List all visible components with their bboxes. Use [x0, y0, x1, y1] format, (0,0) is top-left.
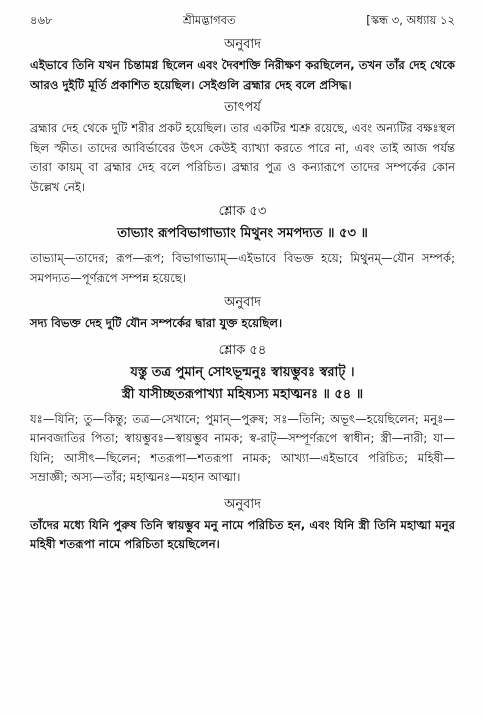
translation-text: এইভাবে তিনি যখন চিন্তামগ্ন ছিলেন এবং দৈবশক্তি নিরীক্ষণ করছিলেন, তখন তাঁর দেহ থেকে আরও দুইটি মূর্তি প্রকাশিত হয়েছিল। সেইগুলি ব্রহ্মার দেহ বলে প্রসিদ্ধ।: [30, 58, 455, 92]
chapter-reference: [স্কন্ধ ৩, অধ্যায় ১২: [366, 13, 455, 27]
translation-53-text: সদ্য বিভক্ত দেহ দুটি যৌন সম্পর্কের দ্বারা যুক্ত হয়েছিল।: [30, 316, 283, 330]
verse-53-text: তাভ্যাং রূপবিভাগাভ্যাং মিথুনং সমপদ্যত ॥ ৫৩ ॥: [117, 226, 368, 241]
verse-54-synonyms: যঃ—যিনি; তু—কিন্তু; তত্র—সেখানে; পুমান্—পুরুষ; সঃ—তিনি; অভূৎ—হয়েছিলেন; মনুঃ—মানবজাতির পিতা; স্বায়ম্ভুবঃ—স্বায়ম্ভুব নামক; স্ব-রাট্—সম্পূর্ণরূপে স্বাধীন; স্ত্রী—নারী; যা—যিনি; আসীৎ—ছিলেন; শতরূপা—শতরূপা নামক; আখ্যা—এইভাবে পরিচিত; মহিষী—সম্রাজ্ঞী; অস্য—তাঁর; মহাত্মনঃ—মহান আত্মা।: [30, 411, 455, 484]
running-header: [30, 12, 455, 28]
purport-text: ব্রহ্মার দেহ থেকে দুটি শরীর প্রকট হয়েছিল। তার একটির শ্মশ্রু রয়েছে, এবং অন্যটির বক্ষঃস্থল ছিল স্ফীত। তাদের আবির্ভাবের উৎস কেউই ব্যাখ্যা করতে পারে না, এবং তাই আজ পর্যন্ত তারা কায়ম্ বা ব্রহ্মার দেহ বলে পরিচিত। ব্রহ্মার পুত্র ও কন্যারূপে তাদের সম্পর্কের কোন উল্লেখ নেই।: [30, 121, 455, 194]
translation-heading: অনুবাদ: [224, 37, 261, 52]
verse-53-heading: শ্লোক ৫৩: [218, 204, 267, 219]
translation-53-heading: অনুবাদ: [224, 295, 261, 310]
verse-54-line-2: স্ত্রী যাসীচ্ছতরূপাখ্যা মহিষ্যস্য মহাত্মনঃ ॥ ৫৪ ॥: [121, 386, 364, 402]
verse-53-synonyms: তাভ্যাম্—তাদের; রূপ—রূপ; বিভাগাভ্যাম্—এইভাবে বিভক্ত হয়ে; মিথুনম্—যৌন সম্পর্ক; সমপদ্যত—পূর্ণরূপে সম্পন্ন হয়েছে।: [30, 251, 455, 285]
page-number: ৪৬৮: [30, 13, 53, 27]
purport-heading: তাৎপর্য: [224, 100, 261, 115]
translation-54-heading: অনুবাদ: [224, 496, 261, 512]
verse-54-heading: শ্লোক ৫৪: [218, 342, 267, 358]
book-title: শ্রীমদ্ভাগবত: [182, 13, 236, 27]
verse-54-line-1: যস্তু তত্র পুমান্ সোঽভূন্মনুঃ স্বায়ম্ভুবঃ স্বরাট্ ।: [130, 364, 355, 380]
translation-54-text: তাঁদের মধ্যে যিনি পুরুষ তিনি স্বায়ম্ভুব মনু নামে পরিচিত হন, এবং যিনি স্ত্রী তিনি মহাত্মা মনুর মহিষী শতরূপা নামে পরিচিতা হয়েছিলেন।: [30, 517, 455, 551]
